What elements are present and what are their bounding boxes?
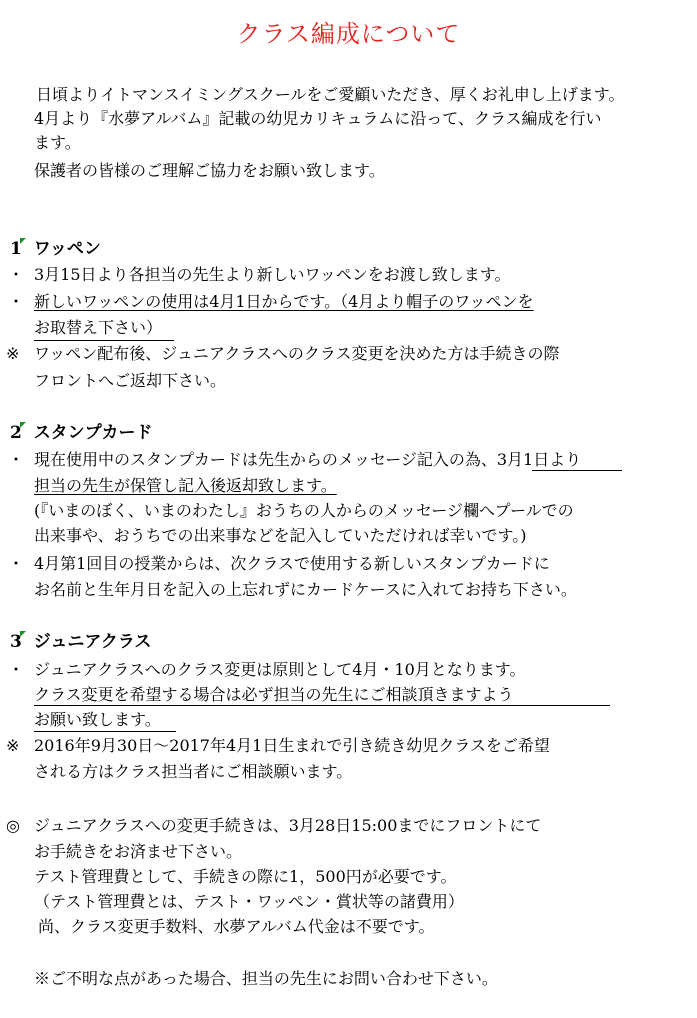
bullet-icon: ・ [8, 554, 25, 573]
section-3-note-line-1: 2016年9月30日～2017年4月1日生まれで引き続き幼児クラスをご希望 [34, 736, 550, 755]
procedure-line-5: 尚、クラス変更手数料、水夢アルバム代金は不要です。 [38, 917, 435, 936]
section-2-bullet-2-line-1: 4月第1回目の授業からは、次クラスで使用する新しいスタンプカードに [34, 554, 550, 573]
section-1-note-line-1: ワッペン配布後、ジュニアクラスへのクラス変更を決めた方は手続きの際 [34, 344, 560, 363]
section-1-bullet-2-line-1: 新しいワッペンの使用は4月1日からです。（4月より帽子のワッペンを [34, 292, 534, 311]
section-2-bullet-1-line-1: 現在使用中のスタンプカードは先生からのメッセージ記入の為、3月1日より [34, 450, 582, 469]
section-3-title: ジュニアクラス [33, 632, 152, 652]
section-1-heading [10, 238, 101, 260]
section-1-number: 1 [10, 239, 22, 259]
bullet-icon: ・ [8, 265, 25, 284]
section-marker-icon [20, 422, 26, 428]
note-mark-icon: ※ [6, 344, 20, 363]
section-1-bullet-1: 3月15日より各担当の先生より新しいワッペンをお渡し致します。 [34, 265, 511, 284]
intro-line-3: ます。 [34, 133, 81, 152]
underline-rule [34, 340, 174, 341]
section-2-bullet-2-line-2: お名前と生年月日を記入の上忘れずにカードケースに入れてお持ち下さい。 [34, 580, 577, 599]
section-3-note-line-2: される方はクラス担当者にご相談願います。 [34, 762, 353, 781]
section-3-bullet-1-line-2: クラス変更を希望する場合は必ず担当の先生にご相談頂きますよう [34, 685, 514, 704]
closing-note: ※ご不明な点があった場合、担当の先生にお問い合わせ下さい。 [34, 969, 498, 988]
section-marker-icon [20, 631, 26, 637]
section-2-bullet-1-line-4: 出来事や、おうちでの出来事などを記入していただければ幸いです。) [34, 526, 527, 545]
section-2-title: スタンプカード [33, 423, 153, 443]
underline-rule [532, 470, 622, 471]
page-title: クラス編成について [236, 20, 461, 48]
section-3-bullet-1-line-1: ジュニアクラスへのクラス変更は原則として4月・10月となります。 [34, 660, 526, 679]
underline-rule [34, 731, 176, 732]
note-mark-icon: ※ [6, 736, 20, 755]
section-2-heading [10, 422, 153, 444]
procedure-line-3: テスト管理費として、手続きの際に1，500円が必要です。 [34, 867, 457, 886]
section-marker-icon [20, 238, 26, 244]
intro-line-1: 日頃よりイトマンスイミングスクールをご愛顧いただき、厚くお礼申し上げます。 [36, 85, 625, 104]
section-2-bullet-1-line-2: 担当の先生が保管し記入後返却致します。 [34, 476, 337, 495]
underline-rule [34, 705, 610, 706]
procedure-line-4: （テスト管理費とは、テスト・ワッペン・賞状等の諸費用） [34, 892, 464, 911]
section-1-bullet-2-line-2: お取替え下さい） [34, 318, 163, 337]
intro-line-4: 保護者の皆様のご理解ご協力をお願い致します。 [34, 161, 385, 180]
section-3-heading [10, 631, 151, 653]
section-2-number: 2 [10, 423, 22, 443]
double-circle-icon: ◎ [6, 816, 20, 835]
section-3-bullet-1-line-3: お願い致します。 [34, 710, 161, 729]
section-3-number: 3 [10, 632, 22, 652]
section-1-title: ワッペン [33, 239, 101, 259]
section-2-bullet-1-line-3: (『いまのぼく、いまのわたし』おうちの人からのメッセージ欄へプールでの [34, 501, 574, 520]
bullet-icon: ・ [8, 450, 25, 469]
bullet-icon: ・ [8, 660, 25, 679]
intro-line-2: 4月より『水夢アルバム』記載の幼児カリキュラムに沿って、クラス編成を行い [34, 109, 602, 128]
procedure-line-2: お手続きをお済ませ下さい。 [34, 842, 243, 861]
bullet-icon: ・ [8, 292, 25, 311]
section-1-note-line-2: フロントへご返却下さい。 [34, 371, 227, 390]
procedure-line-1: ジュニアクラスへの変更手続きは、3月28日15:00までにフロントにて [34, 816, 542, 835]
